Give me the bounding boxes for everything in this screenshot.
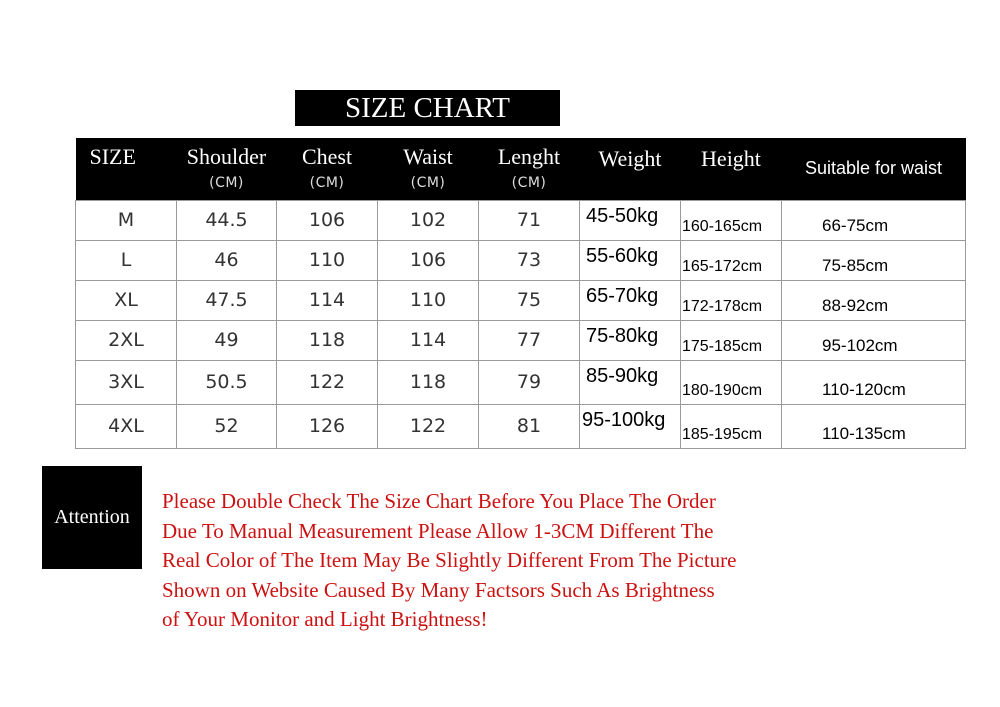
cell-waist: 122 xyxy=(378,404,479,448)
cell-weight: 55-60kg xyxy=(580,240,681,280)
cell-height: 172-178cm xyxy=(681,280,782,320)
header-shoulder: Shoulder (CM) xyxy=(177,138,277,200)
header-chest: Chest (CM) xyxy=(277,138,378,200)
cell-length: 77 xyxy=(479,320,580,360)
cell-length: 79 xyxy=(479,360,580,404)
cell-shoulder: 47.5 xyxy=(177,280,277,320)
cell-chest: 122 xyxy=(277,360,378,404)
cell-height: 175-185cm xyxy=(681,320,782,360)
cell-chest: 110 xyxy=(277,240,378,280)
cell-fit-waist: 66-75cm xyxy=(782,200,966,240)
table-row xyxy=(76,200,966,240)
header-shoulder-unit: (CM) xyxy=(209,175,244,191)
header-suitable-waist: Suitable for waist xyxy=(782,138,966,200)
header-waist-unit: (CM) xyxy=(410,175,446,191)
cell-height: 160-165cm xyxy=(681,200,782,240)
cell-waist: 106 xyxy=(378,240,479,280)
header-waist: Waist (CM) xyxy=(378,138,479,200)
cell-size: XL xyxy=(76,280,177,320)
cell-size: 3XL xyxy=(76,360,177,404)
cell-shoulder: 46 xyxy=(177,240,277,280)
attention-line: Real Color of The Item May Be Slightly Different From The Picture xyxy=(162,548,737,572)
cell-height: 165-172cm xyxy=(681,240,782,280)
header-length: Lenght (CM) xyxy=(479,138,580,200)
cell-size: M xyxy=(76,200,177,240)
cell-size: L xyxy=(76,240,177,280)
cell-weight: 65-70kg xyxy=(580,280,681,320)
table-row xyxy=(76,360,966,404)
cell-fit-waist: 110-120cm xyxy=(782,360,966,404)
header-length-unit: (CM) xyxy=(511,175,547,191)
cell-weight: 95-100kg xyxy=(580,404,681,448)
size-chart-title: SIZE CHART xyxy=(295,90,560,126)
cell-length: 71 xyxy=(479,200,580,240)
cell-shoulder: 44.5 xyxy=(177,200,277,240)
attention-notice xyxy=(162,487,882,635)
table-header-row xyxy=(76,138,966,200)
cell-fit-waist: 88-92cm xyxy=(782,280,966,320)
table-row xyxy=(76,404,966,448)
cell-length: 75 xyxy=(479,280,580,320)
header-height: Height xyxy=(681,138,782,200)
cell-chest: 106 xyxy=(277,200,378,240)
cell-size: 2XL xyxy=(76,320,177,360)
table-row xyxy=(76,240,966,280)
cell-fit-waist: 95-102cm xyxy=(782,320,966,360)
cell-fit-waist: 75-85cm xyxy=(782,240,966,280)
cell-waist: 102 xyxy=(378,200,479,240)
cell-shoulder: 49 xyxy=(177,320,277,360)
cell-chest: 118 xyxy=(277,320,378,360)
cell-length: 81 xyxy=(479,404,580,448)
table-row xyxy=(76,280,966,320)
table-row xyxy=(76,320,966,360)
cell-waist: 114 xyxy=(378,320,479,360)
cell-shoulder: 50.5 xyxy=(177,360,277,404)
attention-line: Due To Manual Measurement Please Allow 1-3CM Different The xyxy=(162,518,714,543)
cell-waist: 118 xyxy=(378,360,479,404)
attention-line: Please Double Check The Size Chart Before You Place The Order xyxy=(162,489,716,513)
attention-label: Attention xyxy=(42,466,142,569)
header-weight: Weight xyxy=(580,138,681,200)
cell-chest: 114 xyxy=(277,280,378,320)
cell-length: 73 xyxy=(479,240,580,280)
cell-chest: 126 xyxy=(277,404,378,448)
cell-height: 180-190cm xyxy=(681,360,782,404)
cell-weight: 45-50kg xyxy=(580,200,681,240)
cell-weight: 75-80kg xyxy=(580,320,681,360)
cell-waist: 110 xyxy=(378,280,479,320)
attention-line: of Your Monitor and Light Brightness! xyxy=(162,607,488,631)
header-size: SIZE xyxy=(76,138,177,200)
size-table xyxy=(75,138,966,449)
header-chest-unit: (CM) xyxy=(309,175,345,191)
cell-height: 185-195cm xyxy=(681,404,782,448)
cell-size: 4XL xyxy=(76,404,177,448)
cell-fit-waist: 110-135cm xyxy=(782,404,966,448)
cell-shoulder: 52 xyxy=(177,404,277,448)
attention-line: Shown on Website Caused By Many Factsors Such As Brightness xyxy=(162,577,715,602)
cell-weight: 85-90kg xyxy=(580,360,681,404)
